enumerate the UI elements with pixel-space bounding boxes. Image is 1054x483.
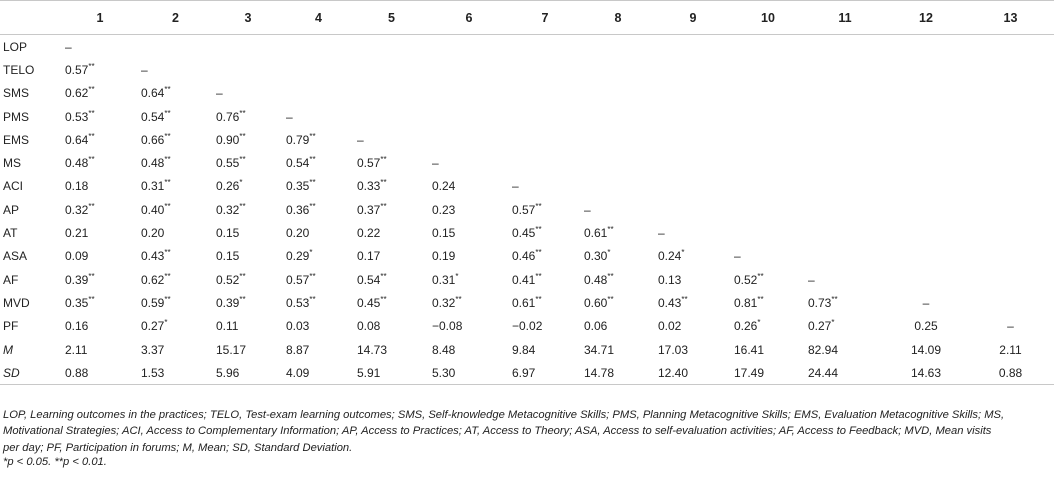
header-cell-col-8: 8 [581,1,655,35]
table-cell [967,198,1054,221]
table-cell [967,245,1054,268]
table-cell: 0.57** [512,201,542,217]
table-row [0,198,1054,221]
table-cell: 0.27* [808,318,835,334]
table-cell: 0.53** [286,294,316,310]
table-cell [509,82,581,105]
table-cell: 0.16 [65,319,89,334]
table-cell: 0.73** [808,294,838,310]
table-cell: 0.27* [141,318,168,334]
row-label: SMS [3,86,30,101]
row-label: MS [3,156,21,171]
table-cell [805,105,885,128]
row-label: MVD [3,295,30,310]
table-cell: 17.49 [731,361,805,385]
row-label: PMS [3,109,30,124]
table-cell: 0.24 [432,179,456,194]
table-cell [731,175,805,198]
header-cell-col-13: 13 [967,1,1054,35]
table-cell [967,221,1054,244]
table-cell [967,175,1054,198]
table-cell [885,268,967,291]
table-cell: 0.57** [357,155,387,171]
table-cell: 0.22 [357,226,381,241]
header-cell-col-5: 5 [354,1,429,35]
table-cell: 34.71 [584,342,615,357]
table-cell: – [922,295,930,310]
table-cell: 0.26* [216,178,243,194]
table-row [0,315,1054,338]
table-cell [731,198,805,221]
table-cell [805,245,885,268]
table-cell [885,151,967,174]
table-header [0,1,1054,35]
table-cell: 9.84 [512,342,536,357]
row-label: LOP [3,39,28,54]
table-cell: 0.45** [357,294,387,310]
table-cell [885,82,967,105]
table-cell [213,35,283,59]
header-cell-col-4: 4 [283,1,354,35]
table-cell: 0.88 [967,361,1054,385]
table-cell: 12.40 [655,361,731,385]
row-label: PF [3,319,19,334]
table-cell: 0.62** [141,271,171,287]
table-cell [731,151,805,174]
table-row [0,291,1054,314]
table-cell: 0.20 [286,226,310,241]
table-cell: 0.08 [357,319,381,334]
table-cell [581,175,655,198]
table-cell [655,105,731,128]
row-label: AT [3,226,18,241]
table-cell: – [65,39,72,54]
table-cell: 0.61** [512,294,542,310]
table-cell: – [357,132,364,147]
table-cell: – [432,156,439,171]
table-cell [885,128,967,151]
table-cell [509,105,581,128]
table-cell: 0.54** [286,155,316,171]
table-cell: 0.53** [65,108,95,124]
table-cell [731,35,805,59]
table-cell [805,221,885,244]
table-cell: 0.09 [65,249,89,264]
table-cell: 0.48** [65,155,95,171]
table-cell: 0.26* [734,318,761,334]
table-cell: 0.90** [216,131,246,147]
row-label: SD [0,361,62,385]
header-cell-col-9: 9 [655,1,731,35]
table-cell: – [141,62,148,77]
table-cell [509,35,581,59]
table-cell: 3.37 [141,342,165,357]
table-cell: 0.31* [432,271,459,287]
table-row [0,245,1054,268]
table-footnote [3,407,1008,456]
header-cell-col-6: 6 [429,1,509,35]
table-cell: 0.35** [65,294,95,310]
table-cell: 0.30* [584,248,611,264]
table-cell [354,82,429,105]
table-cell: 0.35** [286,178,316,194]
table-cell: 14.63 [885,361,967,385]
table-cell: 14.73 [357,342,388,357]
header-cell-col-11: 11 [805,1,885,35]
table-cell: 5.96 [213,361,283,385]
table-cell [429,82,509,105]
table-cell [138,35,213,59]
table-cell: 14.09 [910,342,942,357]
table-cell [509,128,581,151]
table-cell: −0.08 [432,319,463,334]
table-row [0,105,1054,128]
table-cell [581,58,655,81]
table-cell: 0.13 [658,272,682,287]
table-cell: 0.18 [65,179,89,194]
table-cell: 0.48** [141,155,171,171]
table-cell: 0.60** [584,294,614,310]
table-cell: 4.09 [283,361,354,385]
table-cell: 0.23 [432,202,456,217]
table-row [0,151,1054,174]
table-cell: 0.29* [286,248,313,264]
table-cell [655,35,731,59]
table-cell: 2.11 [65,342,88,357]
table-cell: 0.66** [141,131,171,147]
table-cell: – [734,249,741,264]
table-row [0,268,1054,291]
table-cell [805,198,885,221]
table-cell [967,58,1054,81]
table-cell: 1.53 [138,361,213,385]
table-cell: 0.39** [216,294,246,310]
table-cell: 0.55** [216,155,246,171]
table-cell [885,198,967,221]
table-cell: 0.03 [286,319,310,334]
table-cell: 0.52** [734,271,764,287]
table-row [0,221,1054,244]
table-cell [655,58,731,81]
table-cell [354,58,429,81]
table-cell: 0.54** [357,271,387,287]
table-cell: 0.02 [658,319,682,334]
table-cell [967,35,1054,59]
table-cell [581,35,655,59]
table-cell: 14.78 [581,361,655,385]
table-cell [805,58,885,81]
table-cell [581,151,655,174]
table-cell [805,35,885,59]
table-cell: – [1007,319,1014,334]
table-cell: 0.46** [512,248,542,264]
table-row [0,82,1054,105]
table-row [0,175,1054,198]
row-label: AP [3,202,20,217]
table-row [0,338,1054,361]
table-cell: 0.61** [584,225,614,241]
table-cell [354,35,429,59]
row-label: ACI [3,179,24,194]
table-cell: 0.32** [65,201,95,217]
table-cell [581,82,655,105]
table-cell: 0.24* [658,248,685,264]
abbreviations-note: LOP, Learning outcomes in the practices; TELO, Test-exam learning outcomes; SMS, Self-knowledge Metacognitive Skills; PMS, Planning Metacognitive Skills; EMS, Evaluation Metacognitive Skills; MS, Motivational Strategies; ACI, Access to Complementary Information; AP, Access to Practices; AT, Access to Theory; ASA, Access to self-evaluation activities; AF, Access to Feedback; MVD, Mean visits per day; PF, Participation in forums; M, Mean; SD, Standard Deviation. [3,409,1005,454]
table-cell [805,175,885,198]
table-cell [655,175,731,198]
table-cell: 0.15 [432,226,456,241]
table-cell [967,291,1054,314]
table-cell: 0.32** [216,201,246,217]
table-cell: 0.76** [216,108,246,124]
table-cell [354,105,429,128]
row-label: TELO [3,62,35,77]
significance-note: *p < 0.05. **p < 0.01. [3,456,107,468]
table-cell [967,128,1054,151]
table-cell: 0.52** [216,271,246,287]
table-cell: – [286,109,293,124]
table-cell: 0.54** [141,108,171,124]
table-cell: 0.21 [65,226,89,241]
table-cell [213,58,283,81]
table-row [0,128,1054,151]
table-cell: 0.37** [357,201,387,217]
table-cell: 6.97 [509,361,581,385]
table-cell: 0.45** [512,225,542,241]
table-cell: 0.57** [65,61,95,77]
header-cell-col-10: 10 [731,1,805,35]
table-cell: 0.57** [286,271,316,287]
table-cell [967,151,1054,174]
row-label: AF [3,272,19,287]
table-cell: 0.33** [357,178,387,194]
header-cell-col-3: 3 [213,1,283,35]
table-cell: 0.81** [734,294,764,310]
table-cell: 0.39** [65,271,95,287]
table-cell [655,151,731,174]
table-cell: 0.43** [141,248,171,264]
table-cell: 0.25 [914,319,938,334]
header-cell-row-label [0,1,62,35]
table-cell [509,151,581,174]
table-cell: 15.17 [216,342,247,357]
table-cell: 0.17 [357,249,381,264]
table-cell: 0.62** [65,85,95,101]
table-cell: 0.41** [512,271,542,287]
table-cell [731,82,805,105]
table-cell: 0.32** [432,294,462,310]
table-cell: 0.40** [141,201,171,217]
table-cell: 0.64** [141,85,171,101]
table-cell [655,82,731,105]
table-cell: 5.30 [429,361,509,385]
table-row [0,58,1054,81]
table-cell [429,58,509,81]
table-cell: 0.79** [286,131,316,147]
table-cell: 0.36** [286,201,316,217]
row-label: M [3,342,13,357]
table-cell [429,105,509,128]
table-cell [655,198,731,221]
table-cell: 0.64** [65,131,95,147]
table-cell: 24.44 [805,361,885,385]
table-cell [967,82,1054,105]
table-row [0,35,1054,59]
table-cell: 0.43** [658,294,688,310]
table-cell [283,82,354,105]
table-cell [805,151,885,174]
table-cell: 0.15 [216,249,240,264]
table-cell: 5.91 [354,361,429,385]
table-cell [581,105,655,128]
table-cell: – [216,86,223,101]
table-cell [429,128,509,151]
table-cell: 0.88 [62,361,138,385]
table-cell [283,35,354,59]
table-cell: 17.03 [658,342,689,357]
table-cell [731,58,805,81]
table-cell: 0.11 [216,319,239,334]
table-cell [581,128,655,151]
header-row [0,1,1054,35]
table-cell: – [584,202,591,217]
table-cell: 0.19 [432,249,456,264]
table-cell: – [658,226,665,241]
header-cell-col-12: 12 [885,1,967,35]
table-cell: −0.02 [512,319,543,334]
table-cell [967,105,1054,128]
table-cell: 0.15 [216,226,240,241]
header-cell-col-7: 7 [509,1,581,35]
table-cell [509,58,581,81]
table-cell: 8.48 [432,342,456,357]
table-cell: 0.20 [141,226,165,241]
table-cell: 0.06 [584,319,608,334]
table-cell [885,245,967,268]
table-cell: 8.87 [286,342,310,357]
table-cell [731,105,805,128]
table-row [0,361,1054,385]
table-cell [429,35,509,59]
table-cell: – [512,179,519,194]
table-cell [805,128,885,151]
table-cell [805,82,885,105]
table-cell: 82.94 [808,342,839,357]
table-cell [885,221,967,244]
row-label: ASA [3,249,28,264]
table-cell [967,268,1054,291]
table-cell: 2.11 [999,342,1022,357]
row-label: EMS [3,132,30,147]
table-cell: 16.41 [734,342,765,357]
table-cell [283,58,354,81]
table-cell [655,128,731,151]
table-cell [731,128,805,151]
table-cell: 0.31** [141,178,171,194]
table-cell [885,58,967,81]
table-cell [885,105,967,128]
table-cell: – [808,272,815,287]
table-cell: 0.48** [584,271,614,287]
header-cell-col-2: 2 [138,1,213,35]
table-cell: 0.59** [141,294,171,310]
table-cell [885,175,967,198]
header-cell-col-1: 1 [62,1,138,35]
table-cell [731,221,805,244]
table-cell [885,35,967,59]
table-body [0,35,1054,385]
